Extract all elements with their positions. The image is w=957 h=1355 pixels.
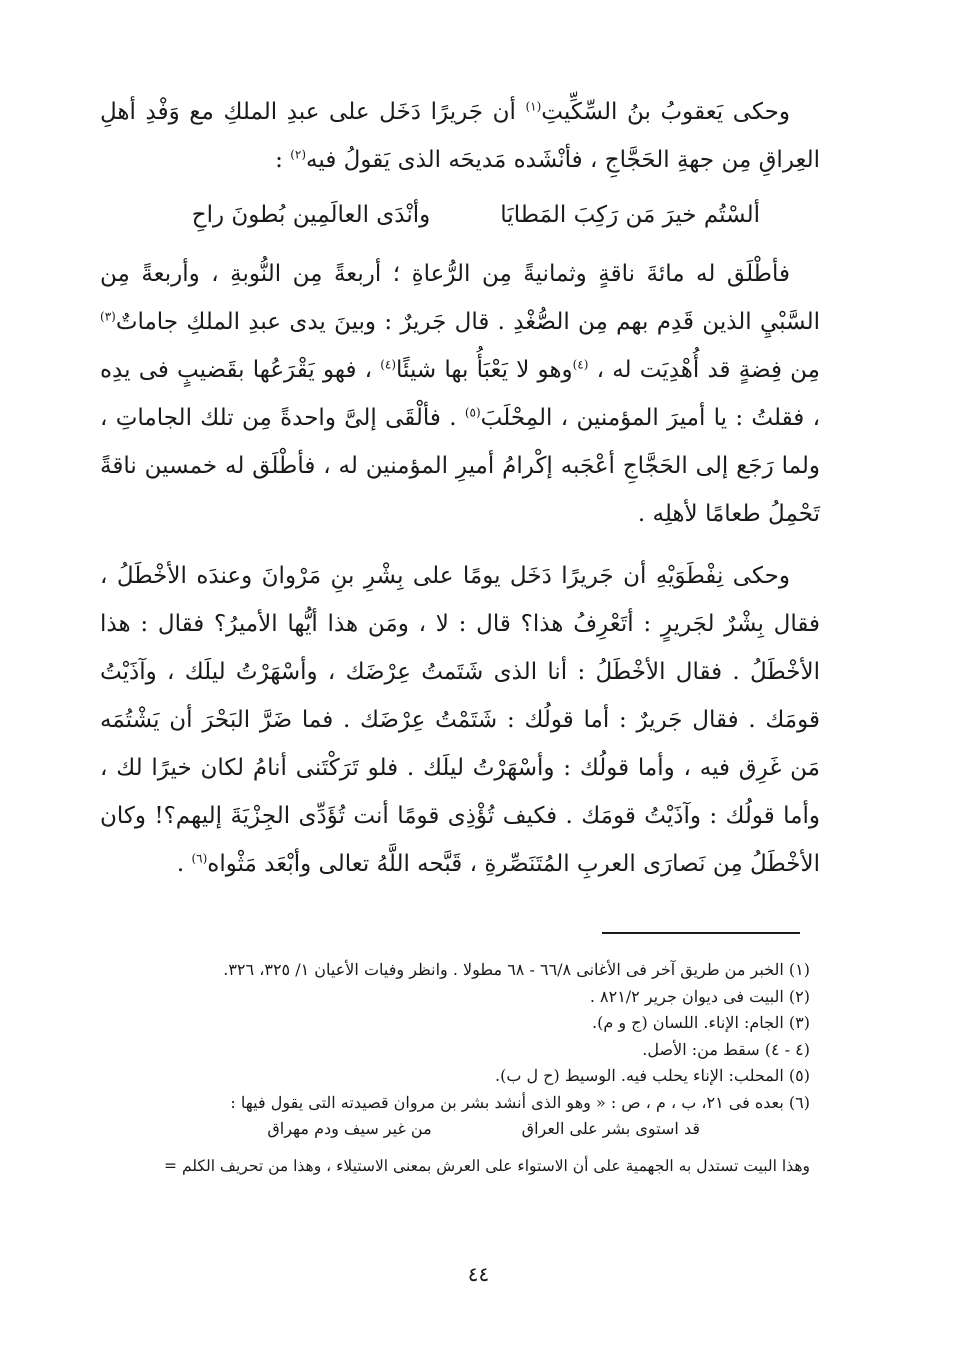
footnotes bbox=[100, 957, 810, 1179]
footnote-6: (٦) بعده فى ٢١، ب ، م ، ص : « وهو الذى أنشد بشر بن مروان قصيدته التى يقول فيها : bbox=[230, 1092, 810, 1112]
main-text bbox=[100, 88, 820, 888]
verse-first-hemistich: ألسْتُم خيرَ مَن رَكِبَ المَطايَا bbox=[500, 202, 760, 228]
p3-text-end: . bbox=[176, 851, 192, 877]
p2-text-b: مِن فِضةٍ قد أُهْدِيَت له ، bbox=[588, 357, 820, 383]
footnote-ref-4-start: (٤) bbox=[572, 357, 589, 372]
footnote-1: (١) الخبر من طريق آخر فى الأغانى ٦٦/٨ - ٦٨ مطولا . وانظر وفيات الأعيان ١/ ٣٢٥، ٣٢٦. bbox=[223, 960, 810, 979]
verse-second-hemistich: وأنْدَى العالَمِين بُطونَ راحِ bbox=[191, 202, 431, 228]
footnote-separator bbox=[602, 932, 800, 934]
footnote-ref-2: (٢) bbox=[290, 147, 307, 162]
footnote-6-verse bbox=[100, 1116, 810, 1143]
p3-text-a: وحكى نِفْطَوَيْهِ أن جَريرًا دَخَل يومًا على بِشْرِ بنِ مَرْوانَ وعندَه الأخْطَلُ ، فقال بِشْرٌ لجَريرٍ : أتَعْرِفُ هذا؟ قال : لا ، ومَن هذا أيُّها الأميرُ؟ فقال : هذا الأخْطَلُ . فقال الأخْطَلُ : أنا الذى شَتَمتُ عِرْضَك ، وأسْهَرْتُ ليلَك ، وآذَيْتُ قومَك . فقال جَريرٌ : أما قولُك : شَتَمْتُ عِرْضَك . فما ضَرَّ البَحْرَ أن يَشْتُمَه مَن غَرِق فيه ، وأما قولُك : وأسْهَرْتُ ليلَك . فلو تَرَكْتَنى أنامُ لكان خيرًا لك ، وأما قولُك : وآذَيْتُ قومَك . فكيف تُؤْذِى قومًا أنت تُؤَدِّى الجِزْيَةَ إليهم؟! وكان الأخْطَلُ مِن نَصارَى العربِ المُتَنَصِّرةِ ، قَبَّحه اللَّهُ تعالى وأبْعَد مَثْواه bbox=[100, 563, 820, 877]
footnote-5: (٥) المحلب: الإناء يحلب فيه. الوسيط (ح ل ب). bbox=[494, 1066, 810, 1085]
p2-text-d: ، فهو يَقْرَعُها بقَضيبٍ فى يدِه ، فقلتُ : يا أميرَ المؤمنين ، المِحْلَبَ bbox=[100, 357, 820, 431]
page-number: ٤٤ bbox=[467, 1262, 490, 1286]
p2-text-c: وهو لا يَعْبَأُ بها شيئًا bbox=[396, 357, 573, 383]
paragraph-3 bbox=[100, 552, 820, 888]
p1-text-end: : bbox=[275, 147, 291, 173]
poem-verse bbox=[100, 184, 820, 246]
footnote-3: (٣) الجام: الإناء. اللسان (ج و م). bbox=[592, 1013, 810, 1032]
footnote-ref-5: (٥) bbox=[464, 405, 481, 420]
p2-text-e: . فألْقَى إلىَّ واحدةً مِن تلك الجاماتِ ، ولما رَجَع إلى الحَجَّاجِ أعْجَبه إكْرامُ أميرِ المؤمنين له ، فأطْلَق له خمسين ناقةً تَحْمِلُ طعامًا لأهلِه . bbox=[100, 405, 820, 527]
footnote-ref-4-end: (٤) bbox=[380, 357, 397, 372]
footnote-ref-3: (٣) bbox=[100, 309, 116, 324]
footnote-2: (٢) البيت فى ديوان جرير ٨٢١/٢ . bbox=[589, 986, 810, 1006]
p1-text-b: أن جَريرًا دَخَل على عبدِ الملكِ مع وَفْدِ أهلِ العِراقِ مِن جهةِ الحَجَّاجِ ، فأنْشَده مَديحَه الذى يَقولُ فيه bbox=[100, 99, 820, 173]
paragraph-2 bbox=[100, 250, 820, 538]
footnote-4: (٤ - ٤) سقط من: الأصل. bbox=[642, 1039, 810, 1059]
p1-text-a: وحكى يَعقوبُ بنُ السِّكِّيتِ bbox=[541, 99, 790, 125]
footnote-ref-6: (٦) bbox=[191, 851, 208, 866]
footnote-6-continuation: وهذا البيت تستدل به الجهمية على أن الاستواء على العرش بمعنى الاستيلاء ، وهذا من تحريف الكلم = bbox=[164, 1156, 810, 1175]
footnote-verse-first-hemistich: قد استوى بشر على العراق bbox=[521, 1119, 700, 1138]
footnote-verse-second-hemistich: من غير سيف ودم مهراق bbox=[267, 1119, 432, 1138]
paragraph-1 bbox=[100, 88, 820, 184]
footnote-ref-1: (١) bbox=[525, 99, 542, 114]
p2-text-a: فأطْلَق له مائةَ ناقةٍ وثمانيةً مِن الرُّعاةِ ؛ أربعةً مِن النُّوبةِ ، وأربعةً مِن السَّبْيِ الذين قَدِم بهم مِن الصُّغْدِ . قال جَريرٌ : وبينَ يدى عبدِ الملكِ جاماتٌ bbox=[100, 261, 820, 335]
